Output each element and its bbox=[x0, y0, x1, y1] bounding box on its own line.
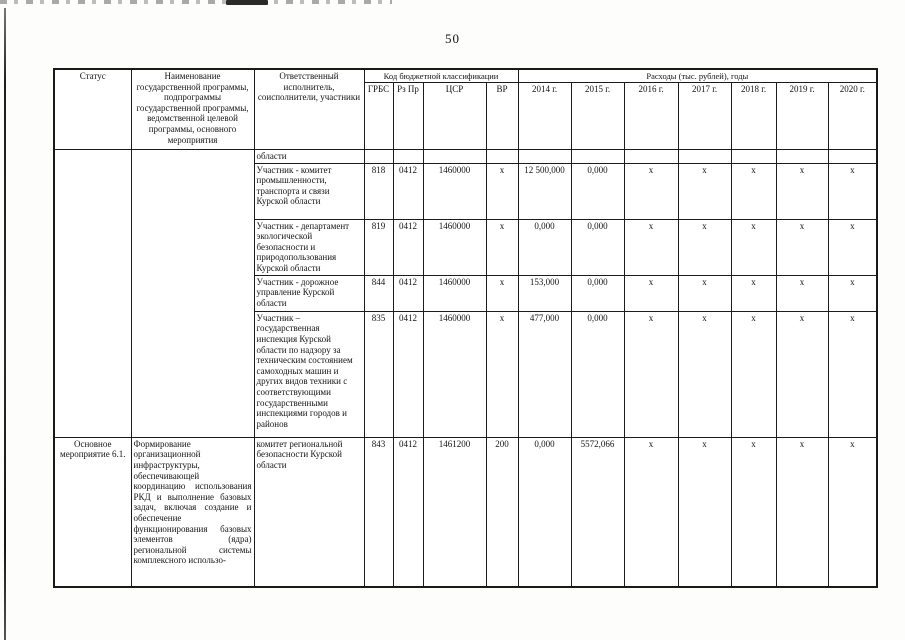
cell-csr: 1460000 bbox=[423, 275, 486, 311]
cell-2020 bbox=[828, 150, 877, 164]
cell-grbs: 818 bbox=[364, 163, 393, 219]
cell-rzpr bbox=[393, 150, 423, 164]
cell-2014 bbox=[518, 150, 571, 164]
cell-grbs: 844 bbox=[364, 275, 393, 311]
cell-2017: x bbox=[678, 311, 731, 437]
cell-2018: x bbox=[731, 275, 776, 311]
cell-2016 bbox=[624, 150, 678, 164]
cell-2017: x bbox=[678, 275, 731, 311]
col-header-vr: ВР bbox=[486, 83, 518, 150]
cell-2018: x bbox=[731, 311, 776, 437]
cell-2014: 477,000 bbox=[518, 311, 571, 437]
cell-csr: 1460000 bbox=[423, 163, 486, 219]
cell-2016: x bbox=[624, 275, 678, 311]
cell-2016: x bbox=[624, 163, 678, 219]
cell-2017: x bbox=[678, 219, 731, 275]
cell-2017: x bbox=[678, 437, 731, 587]
cell-2018 bbox=[731, 150, 776, 164]
col-header-2019: 2019 г. bbox=[776, 83, 828, 150]
budget-program-table bbox=[53, 68, 878, 588]
scan-artifact-top-blob bbox=[226, 0, 268, 5]
cell-executor: Участник – государственная инспекция Курской области по надзору за техническим состоянием самоходных машин и других видов техники с соответствующими государственными инспекциями городов и районов bbox=[254, 311, 364, 437]
cell-status-span bbox=[54, 150, 131, 438]
cell-2015: 0,000 bbox=[571, 219, 624, 275]
col-header-rzpr: Рз Пр bbox=[393, 83, 423, 150]
cell-csr bbox=[423, 150, 486, 164]
cell-vr bbox=[486, 150, 518, 164]
cell-grbs bbox=[364, 150, 393, 164]
cell-2016: x bbox=[624, 311, 678, 437]
cell-executor: области bbox=[254, 150, 364, 164]
cell-2019: x bbox=[776, 437, 828, 587]
cell-csr: 1460000 bbox=[423, 219, 486, 275]
cell-2018: x bbox=[731, 437, 776, 587]
page-number: 50 bbox=[445, 31, 460, 46]
cell-csr: 1460000 bbox=[423, 311, 486, 437]
cell-2019: x bbox=[776, 163, 828, 219]
cell-rzpr: 0412 bbox=[393, 163, 423, 219]
cell-2019: x bbox=[776, 219, 828, 275]
cell-2019 bbox=[776, 150, 828, 164]
scan-artifact-top-edge bbox=[0, 0, 392, 4]
col-header-2016: 2016 г. bbox=[624, 83, 678, 150]
cell-vr: x bbox=[486, 275, 518, 311]
cell-grbs: 835 bbox=[364, 311, 393, 437]
cell-2014: 153,000 bbox=[518, 275, 571, 311]
cell-vr: x bbox=[486, 219, 518, 275]
cell-grbs: 843 bbox=[364, 437, 393, 587]
group-header-budget-code: Код бюджетной классификации bbox=[364, 69, 518, 83]
cell-2020: x bbox=[828, 311, 877, 437]
cell-2020: x bbox=[828, 163, 877, 219]
col-header-2017: 2017 г. bbox=[678, 83, 731, 150]
cell-rzpr: 0412 bbox=[393, 311, 423, 437]
cell-2018: x bbox=[731, 219, 776, 275]
cell-2017 bbox=[678, 150, 731, 164]
cell-2016: x bbox=[624, 219, 678, 275]
cell-2015: 5572,066 bbox=[571, 437, 624, 587]
col-header-2015: 2015 г. bbox=[571, 83, 624, 150]
cell-program-name-span bbox=[131, 150, 254, 438]
cell-2016: x bbox=[624, 437, 678, 587]
col-header-2014: 2014 г. bbox=[518, 83, 571, 150]
col-header-executor: Ответственный исполнитель, соисполнители, участники bbox=[254, 69, 364, 150]
cell-2015 bbox=[571, 150, 624, 164]
col-header-2020: 2020 г. bbox=[828, 83, 877, 150]
cell-vr: 200 bbox=[486, 437, 518, 587]
table-row bbox=[54, 437, 877, 587]
cell-status: Основное мероприятие 6.1. bbox=[54, 437, 131, 587]
scan-artifact-left-edge bbox=[4, 8, 6, 640]
cell-2015: 0,000 bbox=[571, 163, 624, 219]
col-header-2018: 2018 г. bbox=[731, 83, 776, 150]
cell-2019: x bbox=[776, 275, 828, 311]
cell-rzpr: 0412 bbox=[393, 219, 423, 275]
cell-executor: комитет региональной безопасности Курской области bbox=[254, 437, 364, 587]
cell-executor: Участник - комитет промышленности, транспорта и связи Курской области bbox=[254, 163, 364, 219]
cell-2017: x bbox=[678, 163, 731, 219]
col-header-csr: ЦСР bbox=[423, 83, 486, 150]
cell-2020: x bbox=[828, 219, 877, 275]
cell-executor: Участник - дорожное управление Курской области bbox=[254, 275, 364, 311]
header-group-row bbox=[54, 69, 877, 83]
cell-2015: 0,000 bbox=[571, 311, 624, 437]
cell-2014: 0,000 bbox=[518, 219, 571, 275]
cell-2014: 0,000 bbox=[518, 437, 571, 587]
col-header-program-name: Наименование государственной программы, подпрограммы государственной программы, ведомственной целевой программы, основного мероприятия bbox=[131, 69, 254, 150]
cell-2019: x bbox=[776, 311, 828, 437]
cell-vr: x bbox=[486, 311, 518, 437]
cell-rzpr: 0412 bbox=[393, 437, 423, 587]
cell-2020: x bbox=[828, 275, 877, 311]
cell-vr: x bbox=[486, 163, 518, 219]
cell-rzpr: 0412 bbox=[393, 275, 423, 311]
cell-grbs: 819 bbox=[364, 219, 393, 275]
cell-2014: 12 500,000 bbox=[518, 163, 571, 219]
col-header-status: Статус bbox=[54, 69, 131, 150]
table-row bbox=[54, 150, 877, 164]
cell-2015: 0,000 bbox=[571, 275, 624, 311]
cell-program-name: Формирование организационной инфраструктуры, обеспечивающей координацию использования РКД и выполнение базовых задач, включая создание и обеспечение функционирования базовых элементов (ядра) региональной системы комплексного использо- bbox=[131, 437, 254, 587]
col-header-grbs: ГРБС bbox=[364, 83, 393, 150]
cell-csr: 1461200 bbox=[423, 437, 486, 587]
cell-2018: x bbox=[731, 163, 776, 219]
cell-2020: x bbox=[828, 437, 877, 587]
cell-executor: Участник - департамент экологической безопасности и природопользования Курской области bbox=[254, 219, 364, 275]
group-header-expenses: Расходы (тыс. рублей), годы bbox=[518, 69, 877, 83]
